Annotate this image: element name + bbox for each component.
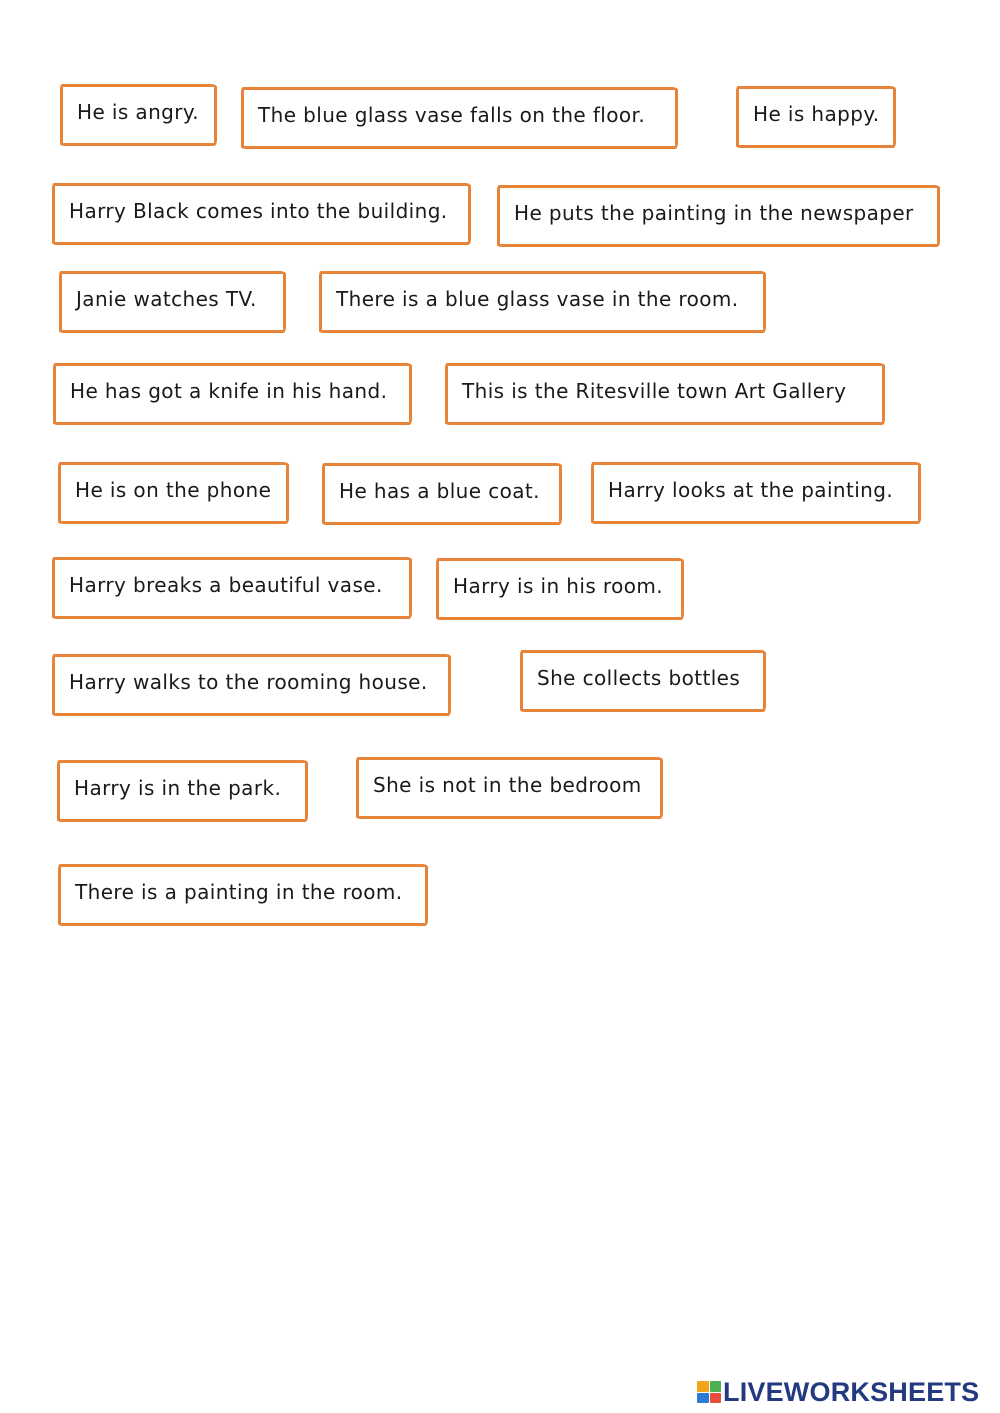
sentence-text: Janie watches TV.: [76, 287, 257, 311]
sentence-text: He has got a knife in his hand.: [70, 379, 388, 403]
sentence-text: Harry is in the park.: [74, 776, 282, 800]
sentence-text: He is happy.: [753, 102, 880, 126]
sentence-card[interactable]: [59, 271, 286, 333]
sentence-text: There is a blue glass vase in the room.: [336, 287, 739, 311]
sentence-card[interactable]: [436, 558, 684, 620]
logo-square-l: [697, 1381, 709, 1392]
sentence-card[interactable]: [497, 185, 940, 247]
sentence-card[interactable]: [322, 463, 562, 525]
sentence-text: He is on the phone: [75, 478, 272, 502]
sentence-card[interactable]: [736, 86, 896, 148]
sentence-card[interactable]: [57, 760, 308, 822]
liveworksheets-logo-icon: [697, 1381, 721, 1403]
sentence-text: He has a blue coat.: [339, 479, 540, 503]
sentence-text: Harry walks to the rooming house.: [69, 670, 428, 694]
sentence-card[interactable]: [241, 87, 678, 149]
liveworksheets-brand[interactable]: [697, 1377, 997, 1407]
sentence-card[interactable]: [445, 363, 885, 425]
sentence-text: She collects bottles: [537, 666, 741, 690]
sentence-card[interactable]: [58, 462, 289, 524]
sentence-card[interactable]: [591, 462, 921, 524]
sentence-card[interactable]: [60, 84, 217, 146]
logo-square-e: [710, 1393, 722, 1404]
sentence-card[interactable]: [53, 363, 412, 425]
sentence-card[interactable]: [319, 271, 766, 333]
sentence-card[interactable]: [52, 183, 471, 245]
sentence-card[interactable]: [520, 650, 766, 712]
sentence-card[interactable]: [52, 557, 412, 619]
sentence-text: There is a painting in the room.: [75, 880, 403, 904]
sentence-text: He puts the painting in the newspaper: [514, 201, 914, 225]
brand-name: LIVEWORKSHEETS: [723, 1376, 980, 1407]
sentence-text: Harry breaks a beautiful vase.: [69, 573, 383, 597]
sentence-text: The blue glass vase falls on the floor.: [258, 103, 646, 127]
sentence-text: He is angry.: [77, 100, 200, 124]
sentence-text: Harry Black comes into the building.: [69, 199, 448, 223]
sentence-text: Harry looks at the painting.: [608, 478, 894, 502]
sentence-text: This is the Ritesville town Art Gallery: [462, 379, 847, 403]
sentence-card[interactable]: [58, 864, 428, 926]
logo-square-v: [697, 1393, 709, 1404]
sentence-card[interactable]: [52, 654, 451, 716]
sentence-card[interactable]: [356, 757, 663, 819]
logo-square-i: [710, 1381, 722, 1392]
sentence-text: She is not in the bedroom: [373, 773, 642, 797]
sentence-text: Harry is in his room.: [453, 574, 664, 598]
